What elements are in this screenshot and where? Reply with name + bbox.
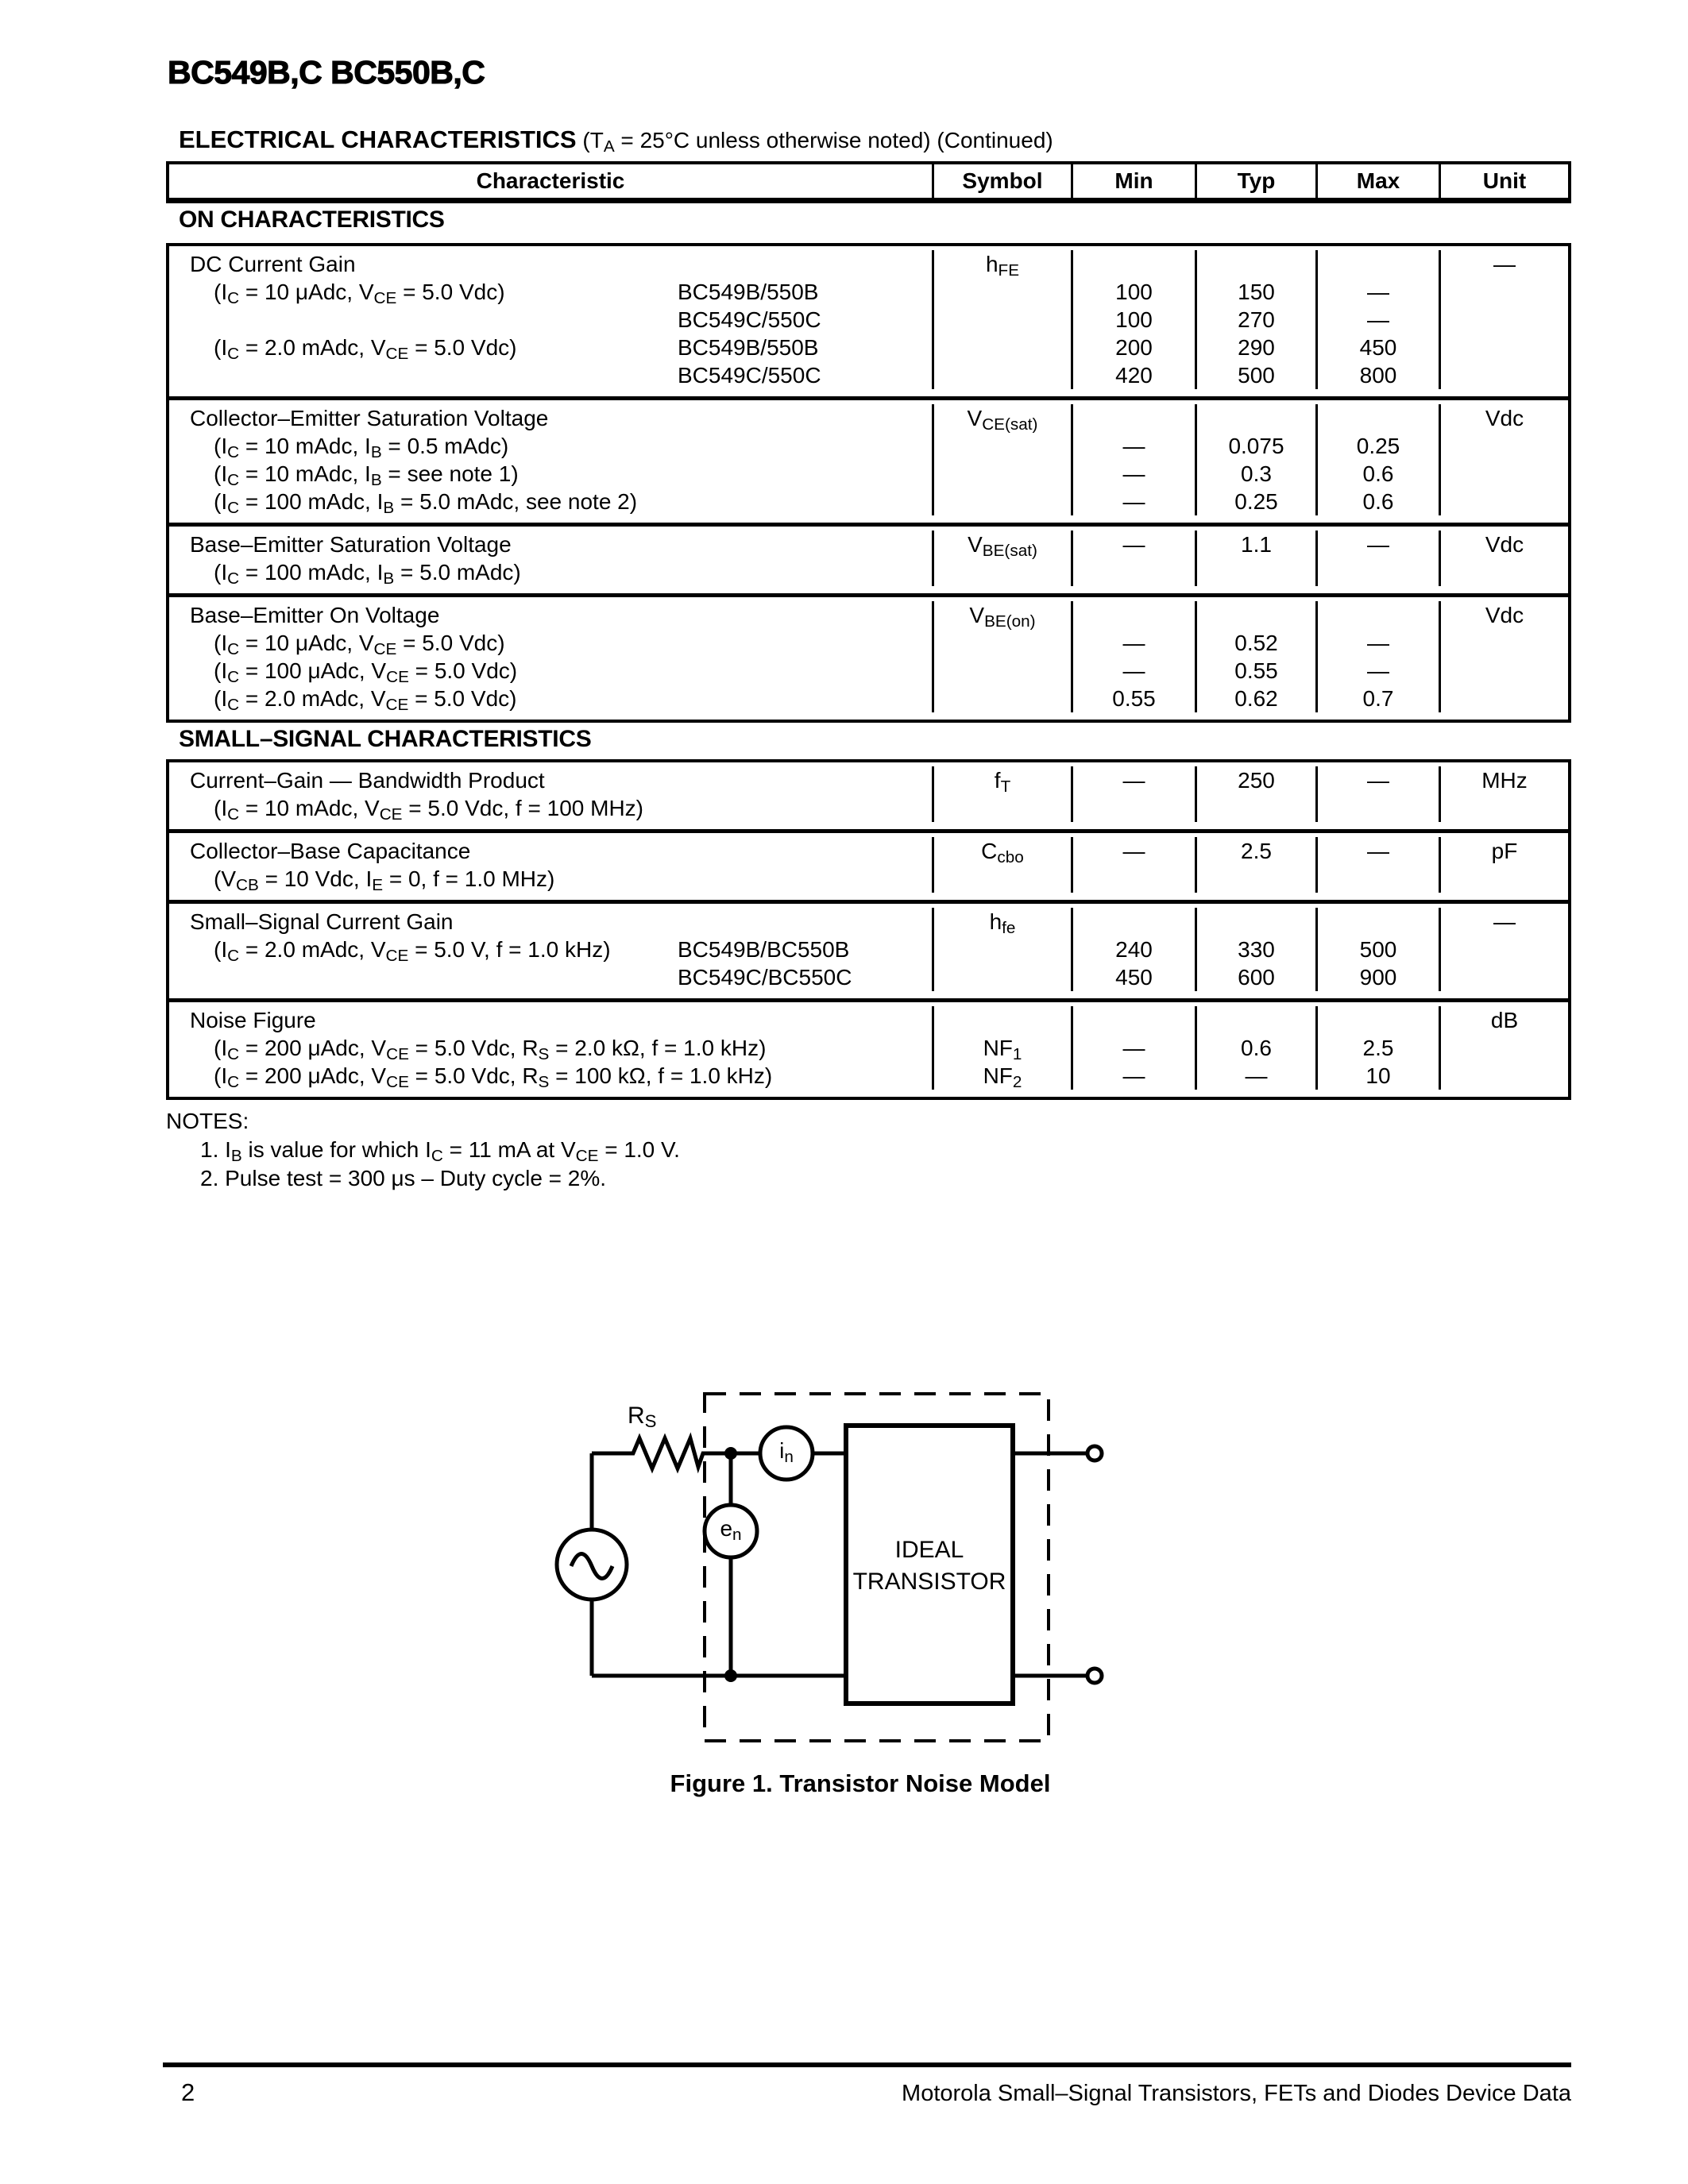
col-typ	[1195, 766, 1315, 822]
cell-unit	[1441, 361, 1568, 389]
cell-max: —	[1367, 307, 1389, 332]
cell-min: 420	[1115, 363, 1153, 388]
device-name: BC549C/BC550C	[678, 965, 852, 990]
note-1: 1. $I_B$ is value for which $I_C = 11$ mA at $V_{CE} = 1.0$ V.	[200, 1137, 680, 1165]
heading-bold: ELECTRICAL CHARACTERISTICS	[179, 125, 577, 153]
cell-sym: $C_{cbo}$	[981, 839, 1024, 866]
page-title: BC549B,C BC550B,C	[168, 54, 485, 91]
cell-min	[1073, 558, 1195, 586]
characteristic-line	[169, 361, 932, 389]
table-row	[169, 523, 1568, 593]
cell-min: —	[1122, 1036, 1145, 1060]
characteristic-line: ($I_C = 10$ μAdc, $V_{CE} = 5.0$ Vdc)	[214, 631, 505, 658]
characteristic-line: Collector–Base Capacitance	[190, 839, 471, 863]
cell-unit	[1441, 306, 1568, 334]
cell-sym	[934, 685, 1071, 712]
cell-unit: pF	[1491, 839, 1518, 863]
current-noise-label: $i_n$	[779, 1438, 794, 1466]
cell-max: —	[1367, 631, 1389, 655]
cell-typ: 1.1	[1241, 532, 1272, 557]
cell-unit	[1441, 685, 1568, 712]
cell-min	[1073, 908, 1195, 936]
col-typ	[1195, 837, 1315, 893]
col-characteristic	[169, 531, 932, 586]
device-name: BC549C/550C	[678, 363, 821, 388]
col-max	[1315, 766, 1439, 822]
ideal-transistor-line1: IDEAL	[894, 1537, 964, 1563]
col-min	[1071, 404, 1195, 515]
cell-unit	[1441, 936, 1568, 963]
cell-min: —	[1122, 658, 1145, 683]
col-symbol	[932, 908, 1071, 991]
col-typ	[1195, 601, 1315, 712]
cell-max: 0.7	[1362, 686, 1394, 711]
cell-max	[1318, 601, 1439, 629]
characteristic-line: Noise Figure	[190, 1008, 316, 1032]
cell-sym	[934, 306, 1071, 334]
table-row	[169, 762, 1568, 829]
cell-unit	[1441, 794, 1568, 822]
cell-max	[1318, 250, 1439, 278]
cell-unit: —	[1493, 252, 1516, 276]
cell-min: —	[1122, 489, 1145, 514]
cell-sym	[934, 460, 1071, 488]
page-number: 2	[181, 2078, 195, 2106]
col-unit	[1439, 766, 1568, 822]
col-typ	[1195, 531, 1315, 586]
cell-unit	[1441, 488, 1568, 515]
cell-max	[1318, 794, 1439, 822]
cell-max: —	[1367, 532, 1389, 557]
cell-unit	[1441, 1034, 1568, 1062]
footer-text: Motorola Small–Signal Transistors, FETs and Diodes Device Data	[902, 2081, 1571, 2106]
cell-sym	[934, 558, 1071, 586]
characteristic-line: ($I_C = 100$ μAdc, $V_{CE} = 5.0$ Vdc)	[214, 658, 518, 686]
cell-min: 200	[1115, 335, 1153, 360]
cell-unit	[1441, 334, 1568, 361]
col-unit	[1439, 250, 1568, 389]
cell-max: —	[1367, 280, 1389, 304]
cell-max: 2.5	[1362, 1036, 1394, 1060]
cell-min	[1073, 250, 1195, 278]
cell-typ: 0.3	[1241, 461, 1272, 486]
col-unit	[1439, 601, 1568, 712]
section-heading-on-characteristics: ON CHARACTERISTICS	[179, 206, 445, 233]
col-min	[1071, 250, 1195, 389]
col-unit	[1439, 837, 1568, 893]
cell-sym	[934, 794, 1071, 822]
cell-unit	[1441, 865, 1568, 893]
col-min	[1071, 766, 1195, 822]
characteristic-line: Base–Emitter Saturation Voltage	[190, 532, 512, 557]
cell-typ: 600	[1238, 965, 1275, 990]
col-symbol	[932, 601, 1071, 712]
characteristic-line: ($V_{CB} = 10$ Vdc, $I_E = 0$, f = 1.0 MHz)	[214, 866, 555, 894]
cell-max	[1318, 865, 1439, 893]
cell-typ: 270	[1238, 307, 1275, 332]
characteristic-line: DC Current Gain	[190, 252, 356, 276]
cell-sym: $h_{fe}$	[989, 909, 1016, 937]
cell-typ: 250	[1238, 768, 1275, 793]
cell-typ: 500	[1238, 363, 1275, 388]
cell-min: 240	[1115, 937, 1153, 962]
col-max	[1315, 837, 1439, 893]
col-symbol	[932, 531, 1071, 586]
characteristic-line: ($I_C = 2.0$ mAdc, $V_{CE} = 5.0$ Vdc) BC549B/550B	[214, 335, 819, 363]
col-characteristic	[169, 601, 932, 712]
device-name: BC549C/550C	[678, 307, 821, 332]
cell-min: —	[1122, 631, 1145, 655]
ideal-transistor-label	[846, 1534, 1013, 1598]
table-body-small-signal	[166, 759, 1571, 1100]
cell-sym	[934, 488, 1071, 515]
col-characteristic	[169, 908, 932, 991]
col-characteristic	[169, 250, 932, 389]
output-terminal-bottom	[1087, 1669, 1102, 1683]
figure-caption: Figure 1. Transistor Noise Model	[670, 1769, 1051, 1797]
cell-sym: $V_{BE(sat)}$	[968, 532, 1037, 560]
cell-unit	[1441, 432, 1568, 460]
cell-sym	[934, 657, 1071, 685]
cell-typ	[1197, 908, 1315, 936]
cell-sym: $V_{CE(sat)}$	[967, 406, 1038, 434]
header-min: Min	[1071, 164, 1195, 198]
col-max	[1315, 531, 1439, 586]
node-dot-bottom	[724, 1669, 737, 1682]
col-symbol	[932, 1006, 1071, 1090]
cell-unit: —	[1493, 909, 1516, 934]
table-row	[169, 998, 1568, 1097]
header-characteristic: Characteristic	[476, 168, 625, 193]
col-characteristic	[169, 1006, 932, 1090]
node-dot-top	[724, 1447, 737, 1460]
col-max	[1315, 1006, 1439, 1090]
cell-max	[1318, 1006, 1439, 1034]
col-symbol	[932, 404, 1071, 515]
col-max	[1315, 404, 1439, 515]
col-characteristic	[169, 766, 932, 822]
cell-typ	[1197, 794, 1315, 822]
electrical-characteristics-heading	[179, 125, 1053, 154]
characteristic-line: Base–Emitter On Voltage	[190, 603, 440, 627]
col-min	[1071, 601, 1195, 712]
col-min	[1071, 908, 1195, 991]
cell-typ: 0.55	[1234, 658, 1278, 683]
cell-sym	[934, 278, 1071, 306]
cell-sym	[934, 432, 1071, 460]
characteristic-line: ($I_C = 2.0$ mAdc, $V_{CE} = 5.0$ V, f = 1.0 kHz) BC549B/BC550B	[214, 937, 850, 965]
col-max	[1315, 601, 1439, 712]
col-symbol	[932, 837, 1071, 893]
note-2: 2. Pulse test = 300 μs – Duty cycle = 2%.	[200, 1166, 607, 1190]
characteristic-line: Current–Gain — Bandwidth Product	[190, 768, 545, 793]
table-header-row	[169, 164, 1568, 198]
header-max: Max	[1315, 164, 1439, 198]
col-typ	[1195, 250, 1315, 389]
source-resistance-label: $R_S$	[628, 1403, 657, 1432]
cell-typ	[1197, 865, 1315, 893]
col-min	[1071, 531, 1195, 586]
device-name: BC549B/550B	[678, 280, 819, 304]
cell-max: 10	[1365, 1063, 1391, 1088]
cell-min: —	[1122, 839, 1145, 863]
characteristic-line: ($I_C = 200$ μAdc, $V_{CE} = 5.0$ Vdc, $R_S = 100$ kΩ, f = 1.0 kHz)	[214, 1063, 773, 1091]
cell-unit	[1441, 1062, 1568, 1090]
cell-max: —	[1367, 768, 1389, 793]
cell-max	[1318, 404, 1439, 432]
cell-min: —	[1122, 1063, 1145, 1088]
cell-typ	[1197, 1006, 1315, 1034]
cell-typ: —	[1245, 1063, 1268, 1088]
cell-unit: Vdc	[1485, 532, 1524, 557]
col-unit	[1439, 908, 1568, 991]
characteristic-line: Small–Signal Current Gain	[190, 909, 454, 934]
cell-typ	[1197, 601, 1315, 629]
device-name: BC549B/550B	[678, 335, 819, 360]
col-typ	[1195, 908, 1315, 991]
table-row	[169, 593, 1568, 720]
cell-max: 500	[1359, 937, 1397, 962]
characteristic-line: ($I_C = 10$ mAdc, $V_{CE} = 5.0$ Vdc, f = 100 MHz)	[214, 796, 643, 824]
cell-sym	[934, 629, 1071, 657]
cell-sym	[934, 936, 1071, 963]
cell-max: 450	[1359, 335, 1397, 360]
footer-rule	[163, 2062, 1571, 2067]
cell-unit	[1441, 963, 1568, 991]
col-symbol	[932, 250, 1071, 389]
table-row	[169, 829, 1568, 900]
characteristic-line: ($I_C = 200$ μAdc, $V_{CE} = 5.0$ Vdc, $R_S = 2.0$ kΩ, f = 1.0 kHz)	[214, 1036, 767, 1063]
cell-min	[1073, 794, 1195, 822]
cell-min: —	[1122, 461, 1145, 486]
cell-sym: $NF_2$	[983, 1063, 1022, 1091]
col-unit	[1439, 404, 1568, 515]
characteristic-line: ($I_C = 100$ mAdc, $I_B = 5.0$ mAdc, see note 2)	[214, 489, 638, 517]
cell-typ	[1197, 404, 1315, 432]
ideal-transistor-line2: TRANSISTOR	[852, 1569, 1006, 1595]
cell-typ: 0.6	[1241, 1036, 1272, 1060]
cell-sym: $f_T$	[994, 768, 1011, 796]
cell-sym	[934, 334, 1071, 361]
cell-sym: $NF_1$	[983, 1036, 1022, 1063]
cell-typ: 290	[1238, 335, 1275, 360]
cell-unit	[1441, 657, 1568, 685]
cell-min: 0.55	[1112, 686, 1156, 711]
notes-block	[166, 1107, 680, 1193]
cell-max: 800	[1359, 363, 1397, 388]
cell-sym	[934, 865, 1071, 893]
figure-transistor-noise-model	[477, 1310, 1192, 1803]
cell-min: 450	[1115, 965, 1153, 990]
cell-typ	[1197, 558, 1315, 586]
table-row	[169, 246, 1568, 396]
cell-unit	[1441, 558, 1568, 586]
cell-min: 100	[1115, 280, 1153, 304]
col-characteristic	[169, 837, 932, 893]
cell-max: —	[1367, 839, 1389, 863]
col-characteristic	[169, 404, 932, 515]
col-max	[1315, 250, 1439, 389]
cell-min	[1073, 404, 1195, 432]
header-unit: Unit	[1439, 164, 1568, 198]
cell-sym	[934, 1006, 1071, 1034]
table-row	[169, 396, 1568, 523]
col-unit	[1439, 531, 1568, 586]
cell-typ: 0.25	[1234, 489, 1278, 514]
cell-min: —	[1122, 532, 1145, 557]
table-body-on-characteristics	[166, 243, 1571, 723]
cell-typ: 0.52	[1234, 631, 1278, 655]
col-min	[1071, 1006, 1195, 1090]
cell-min	[1073, 865, 1195, 893]
cell-min: —	[1122, 768, 1145, 793]
col-typ	[1195, 1006, 1315, 1090]
cell-sym	[934, 963, 1071, 991]
cell-typ: 330	[1238, 937, 1275, 962]
col-unit	[1439, 1006, 1568, 1090]
section-heading-small-signal: SMALL–SIGNAL CHARACTERISTICS	[179, 726, 592, 752]
cell-sym: $V_{BE(on)}$	[969, 603, 1036, 631]
cell-max: 0.6	[1362, 489, 1394, 514]
cell-unit: dB	[1490, 1008, 1519, 1032]
device-name: BC549B/BC550B	[678, 937, 850, 962]
cell-unit	[1441, 278, 1568, 306]
cell-unit	[1441, 460, 1568, 488]
output-terminal-top	[1087, 1446, 1102, 1461]
cell-unit: Vdc	[1485, 603, 1524, 627]
cell-max: 900	[1359, 965, 1397, 990]
cell-min: 100	[1115, 307, 1153, 332]
cell-sym	[934, 361, 1071, 389]
cell-max: 0.25	[1356, 434, 1400, 458]
cell-max	[1318, 558, 1439, 586]
header-typ: Typ	[1195, 164, 1315, 198]
notes-label: NOTES:	[166, 1109, 249, 1133]
cell-typ: 0.62	[1234, 686, 1278, 711]
cell-max: 0.6	[1362, 461, 1394, 486]
table-header	[166, 161, 1571, 203]
cell-unit: MHz	[1481, 768, 1528, 793]
col-symbol	[932, 766, 1071, 822]
cell-min: —	[1122, 434, 1145, 458]
cell-sym: $h_{FE}$	[985, 252, 1020, 280]
characteristic-line: Collector–Emitter Saturation Voltage	[190, 406, 549, 430]
voltage-noise-label: $e_n$	[720, 1516, 742, 1544]
characteristic-line: ($I_C = 2.0$ mAdc, $V_{CE} = 5.0$ Vdc)	[214, 686, 517, 714]
table-row	[169, 900, 1568, 998]
characteristic-line: ($I_C = 10$ mAdc, $I_B$ = see note 1)	[214, 461, 519, 489]
cell-max	[1318, 908, 1439, 936]
header-symbol: Symbol	[932, 164, 1071, 198]
col-min	[1071, 837, 1195, 893]
cell-unit	[1441, 629, 1568, 657]
characteristic-line	[169, 963, 932, 991]
cell-min	[1073, 601, 1195, 629]
cell-typ	[1197, 250, 1315, 278]
cell-min	[1073, 1006, 1195, 1034]
col-typ	[1195, 404, 1315, 515]
characteristic-line: ($I_C = 10$ mAdc, $I_B = 0.5$ mAdc)	[214, 434, 509, 461]
characteristic-line: ($I_C = 100$ mAdc, $I_B = 5.0$ mAdc)	[214, 560, 521, 588]
noise-model-circuit-diagram	[477, 1310, 1192, 1803]
characteristic-line	[169, 306, 932, 334]
cell-typ: 0.075	[1228, 434, 1284, 458]
cell-typ: 150	[1238, 280, 1275, 304]
cell-max: —	[1367, 658, 1389, 683]
cell-unit: Vdc	[1485, 406, 1524, 430]
characteristic-line: ($I_C = 10$ μAdc, $V_{CE} = 5.0$ Vdc) BC549B/550B	[214, 280, 819, 307]
cell-typ: 2.5	[1241, 839, 1272, 863]
col-max	[1315, 908, 1439, 991]
heading-conditions: ($T_A = 25^\circ C$ unless otherwise noted) (Continued)	[576, 128, 1053, 156]
